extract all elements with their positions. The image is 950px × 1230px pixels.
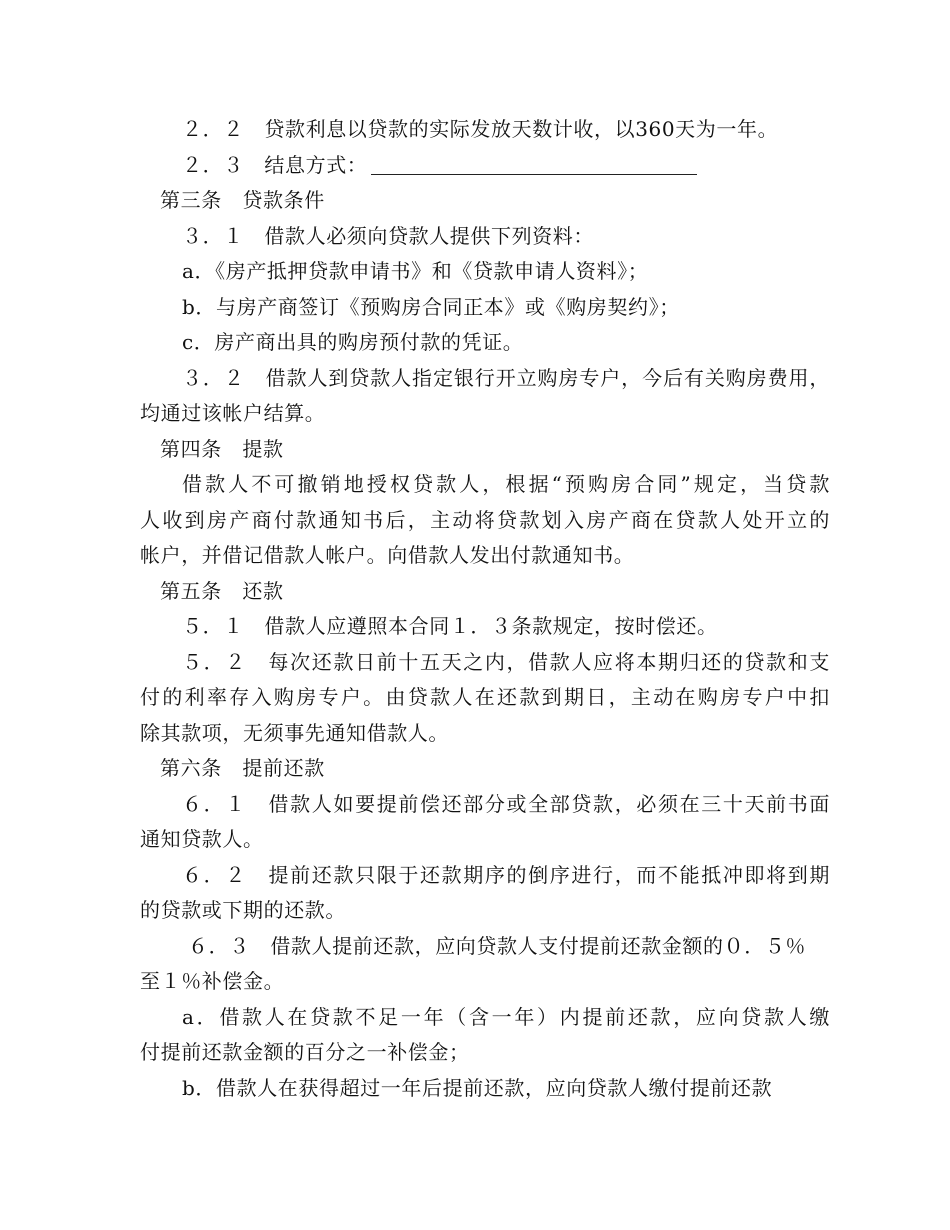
text-line: 付提前还款金额的百分之一补偿金； (140, 1040, 470, 1064)
text-line: c．房产商出具的购房预付款的凭证。 (182, 330, 524, 354)
text-line: b．借款人在获得超过一年后提前还款，应向贷款人缴付提前还款 (182, 1075, 773, 1100)
item-c (140, 325, 830, 361)
article-4-heading (140, 432, 830, 468)
clause-5-2-line-3 (140, 716, 830, 752)
item-6-3-a-line-2 (140, 1035, 830, 1071)
text-line: 第三条 贷款条件 (160, 188, 325, 212)
text-line: ２．３ 结息方式： (182, 152, 368, 177)
item-b (140, 290, 830, 326)
clause-2-2 (140, 112, 830, 148)
text-line: 第六条 提前还款 (160, 756, 325, 780)
text-line: ２．２ 贷款利息以贷款的实际发放天数计收，以360天为一年。 (182, 117, 779, 141)
article-4-line-3 (140, 538, 830, 574)
clause-5-1 (140, 609, 830, 645)
article-6-heading (140, 751, 830, 787)
text-line: 的贷款或下期的还款。 (140, 898, 346, 922)
clause-5-2-line-1: ５．２ 每次还款日前十五天之内，借款人应将本期归还的贷款和支 (182, 649, 830, 674)
clause-3-1 (140, 219, 830, 255)
text-line: 通知贷款人。 (140, 827, 264, 851)
article-4-line-1: 借款人不可撤销地授权贷款人，根据“预购房合同”规定，当贷款 (182, 472, 830, 496)
clause-6-2-line-1: ６．２ 提前还款只限于还款期序的倒序进行，而不能抵冲即将到期 (182, 862, 830, 887)
clause-3-2-line-2 (140, 396, 830, 432)
clause-6-3-line-1 (140, 929, 830, 965)
article-3-heading (140, 183, 830, 219)
text-line: ６．３ 借款人提前还款，应向贷款人支付提前还款金额的０．５％ (188, 933, 806, 958)
text-line: 至１％补偿金。 (140, 969, 285, 993)
clause-5-2-line-2: 付的利率存入购房专户。由贷款人在还款到期日，主动在购房专户中扣 (140, 685, 830, 709)
article-4-line-2: 人收到房产商付款通知书后，主动将贷款划入房产商在贷款人处开立的 (140, 507, 830, 532)
item-6-3-b-line-1 (140, 1071, 830, 1107)
text-line: a．《房产抵押贷款申请书》和《贷款申请人资料》； (182, 259, 649, 283)
clause-3-2-line-1: ３．２ 借款人到贷款人指定银行开立购房专户，今后有关购房费用， (182, 365, 830, 390)
article-5-heading (140, 574, 830, 610)
item-a (140, 254, 830, 290)
text-line: ５．１ 借款人应遵照本合同１．３条款规定，按时偿还。 (182, 614, 718, 638)
text-line: ３．１ 借款人必须向贷款人提供下列资料： (182, 223, 594, 248)
text-line: 第四条 提款 (160, 436, 284, 461)
text-line: 除其款项，无须事先通知借款人。 (140, 720, 449, 745)
interest-method-blank (371, 152, 697, 175)
clause-2-3 (140, 148, 830, 184)
text-line: 均通过该帐户结算。 (140, 401, 326, 425)
clause-6-1-line-2 (140, 822, 830, 858)
clause-6-2-line-2 (140, 893, 830, 929)
text-line: b．与房产商签订《预购房合同正本》或《购房契约》； (182, 294, 680, 319)
text-line: 帐户，并借记借款人帐户。向借款人发出付款通知书。 (140, 543, 635, 567)
text-line: 第五条 还款 (160, 578, 284, 603)
contract-text (140, 112, 830, 1106)
item-6-3-a-line-1: a．借款人在贷款不足一年（含一年）内提前还款，应向贷款人缴 (182, 1004, 830, 1029)
clause-6-3-line-2 (140, 964, 830, 1000)
clause-6-1-line-1: ６．１ 借款人如要提前偿还部分或全部贷款，必须在三十天前书面 (182, 791, 830, 816)
